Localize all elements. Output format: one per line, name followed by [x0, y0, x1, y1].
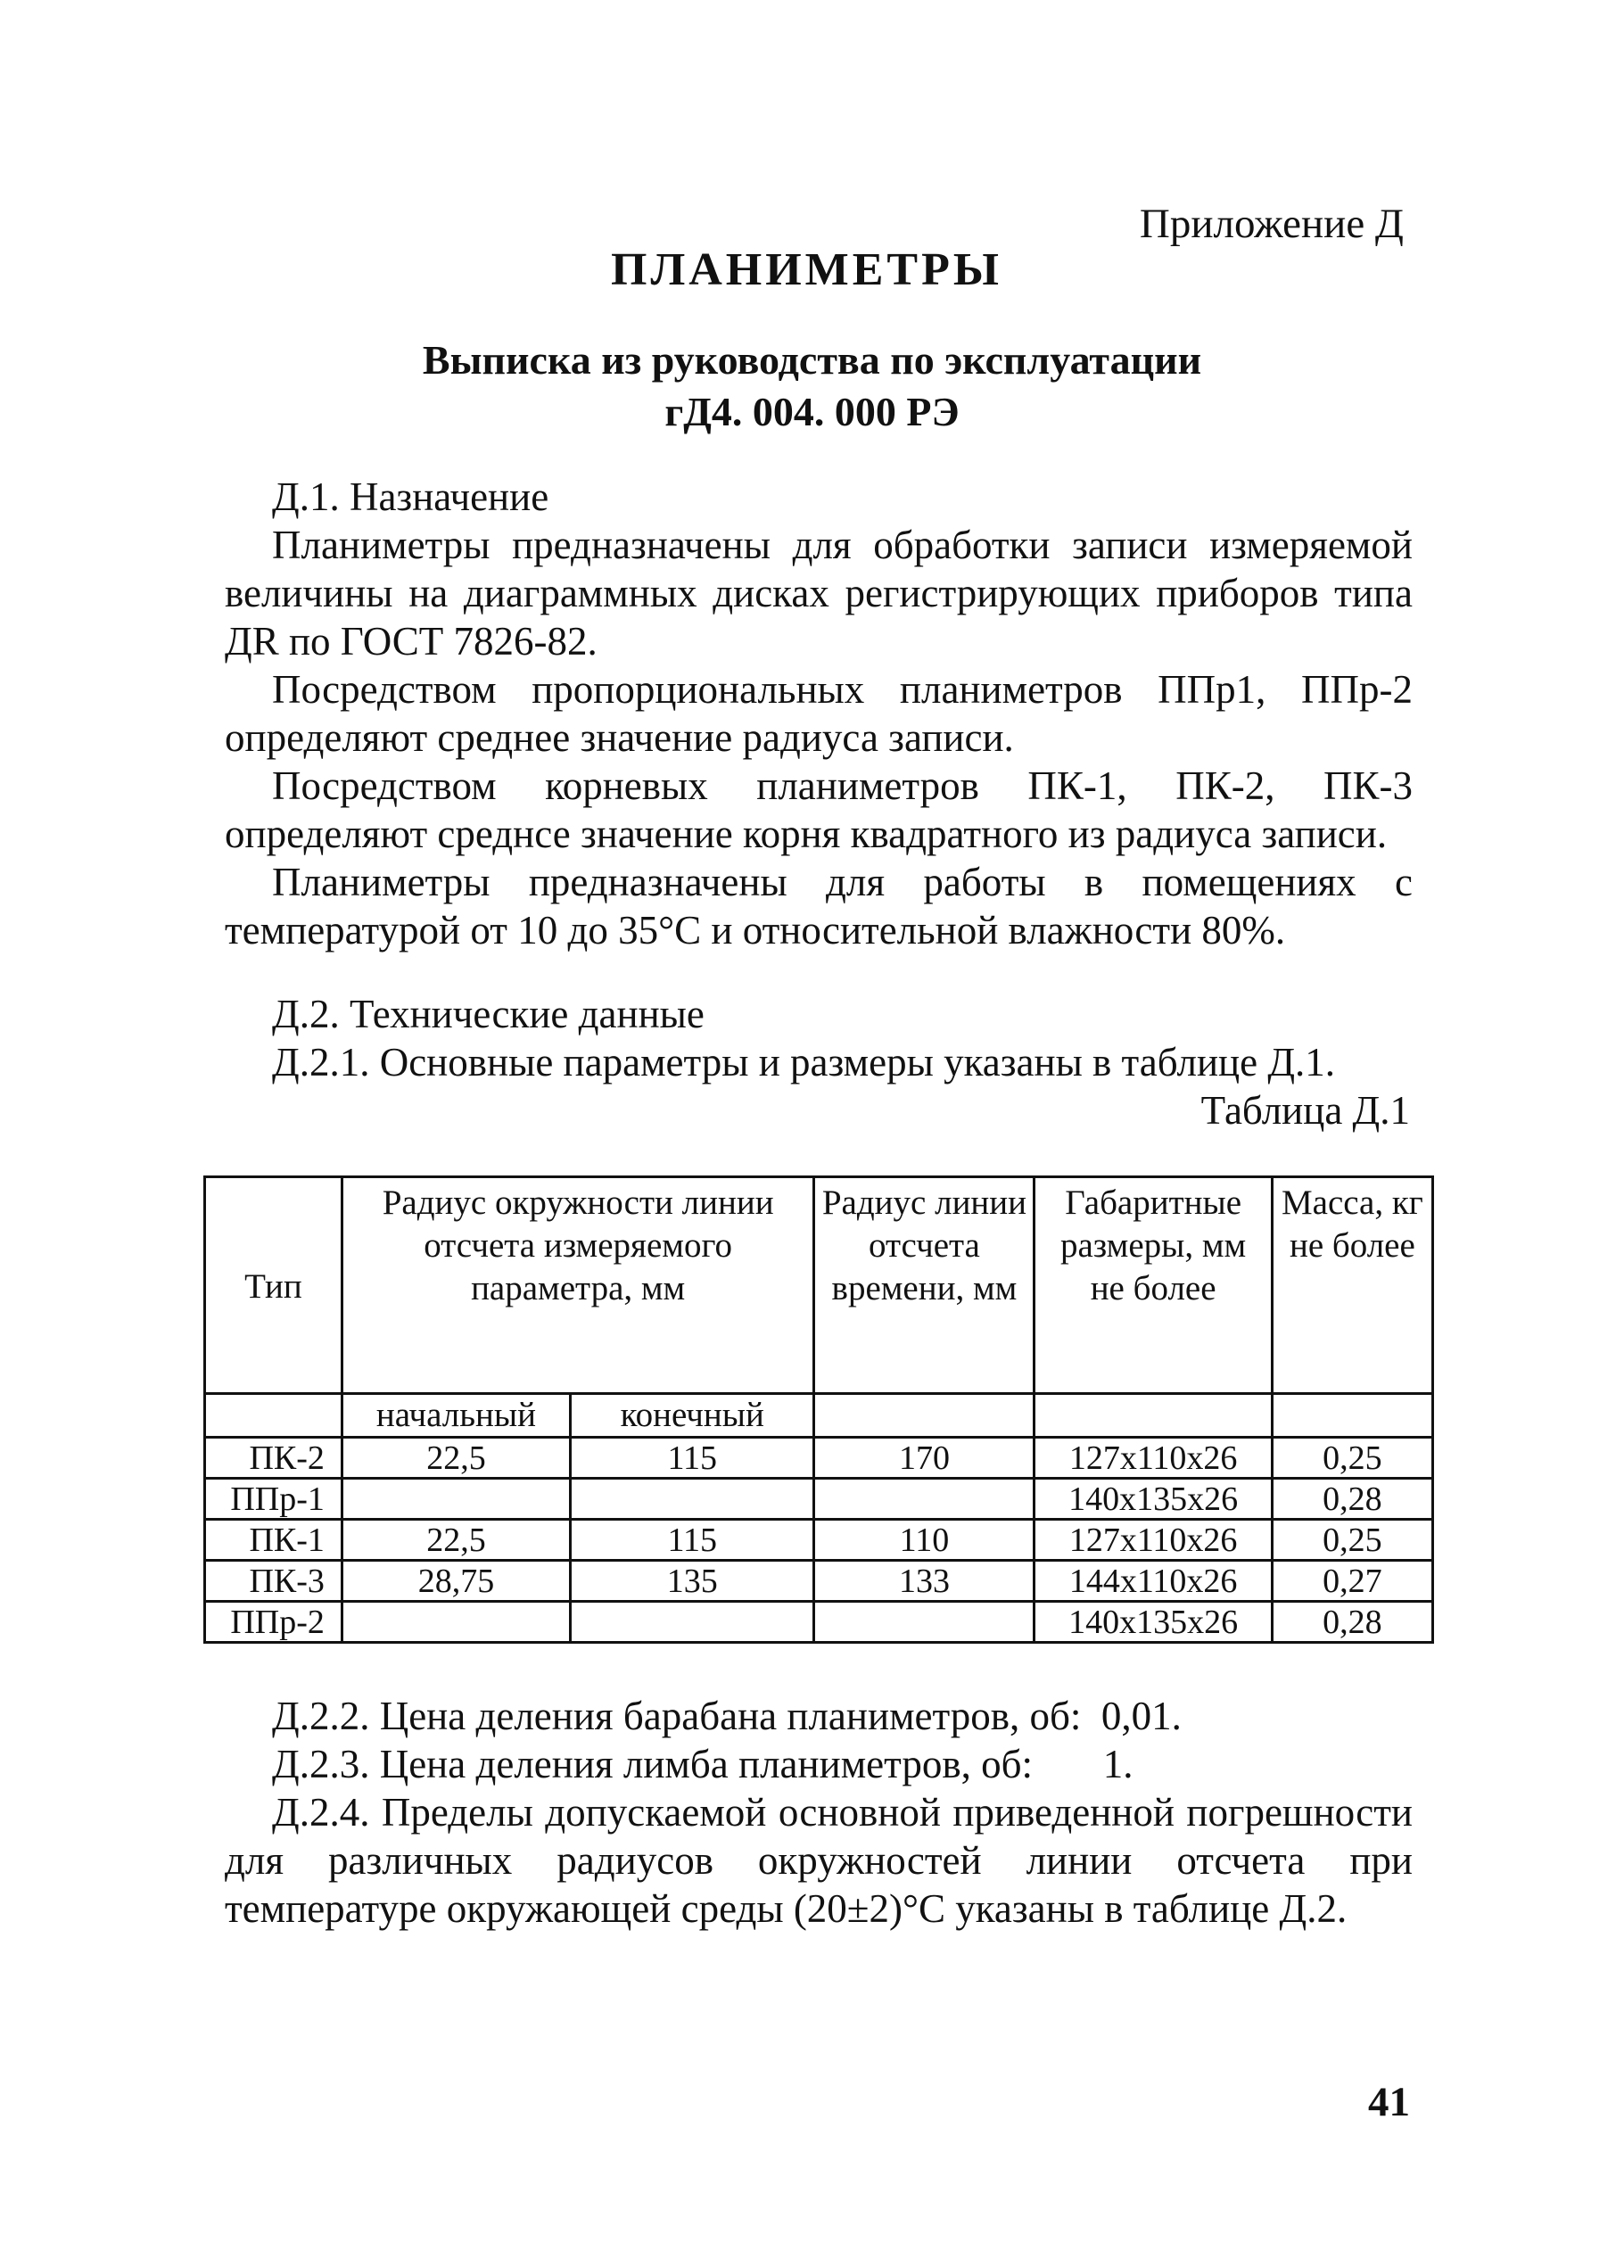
section-1-paragraph: Планиметры предназначены для работы в помещениях с температурой от 10 до 35°С и относительной влажности 80%. — [225, 860, 1413, 953]
header-empty — [814, 1394, 1035, 1438]
table-row — [205, 1602, 1433, 1643]
cell-type: ПК-1 — [205, 1520, 342, 1561]
table-caption: Таблица Д.1 — [1200, 1088, 1410, 1133]
header-type: Тип — [205, 1177, 342, 1394]
cell-time — [814, 1479, 1035, 1520]
cell-time — [814, 1602, 1035, 1643]
header-initial: начальный — [342, 1394, 570, 1438]
header-empty — [1272, 1394, 1432, 1438]
header-empty — [205, 1394, 342, 1438]
cell-final: 115 — [571, 1438, 814, 1479]
subtitle-line-2: гД4. 004. 000 РЭ — [664, 389, 960, 434]
header-final: конечный — [571, 1394, 814, 1438]
cell-type: ППр-2 — [205, 1602, 342, 1643]
cell-time: 110 — [814, 1520, 1035, 1561]
cell-dims: 144х110х26 — [1035, 1561, 1272, 1602]
cell-type: ПК-3 — [205, 1561, 342, 1602]
cell-final — [571, 1602, 814, 1643]
cell-final: 115 — [571, 1520, 814, 1561]
cell-mass: 0,28 — [1272, 1602, 1432, 1643]
cell-mass: 0,28 — [1272, 1479, 1432, 1520]
table-row — [205, 1479, 1433, 1520]
subtitle-line-1: Выписка из руководства по эксплуатации — [422, 337, 1202, 383]
cell-type: ППр-1 — [205, 1479, 342, 1520]
specs-table — [203, 1175, 1434, 1644]
section-2-heading: Д.2. Технические данные — [272, 992, 705, 1036]
cell-dims: 127х110х26 — [1035, 1520, 1272, 1561]
cell-dims: 140х135х26 — [1035, 1479, 1272, 1520]
subtitle — [0, 334, 1624, 438]
paragraph-2-2-4: Д.2.4. Пределы допускаемой основной приведенной погрешности для различных радиусов окружностей линии отсчета при температуре окружающей среды (20±2)°С указаны в таблице Д.2. — [225, 1790, 1413, 1931]
section-1 — [225, 473, 1413, 954]
cell-initial — [342, 1602, 570, 1643]
cell-initial — [342, 1479, 570, 1520]
cell-time: 170 — [814, 1438, 1035, 1479]
cell-initial: 28,75 — [342, 1561, 570, 1602]
cell-final: 135 — [571, 1561, 814, 1602]
cell-mass: 0,25 — [1272, 1438, 1432, 1479]
cell-mass: 0,27 — [1272, 1561, 1432, 1602]
section-2-continued — [225, 1692, 1413, 1933]
table-row — [205, 1438, 1433, 1479]
header-mass: Масса, кг не более — [1272, 1177, 1432, 1394]
paragraph-2-2-3: Д.2.3. Цена деления лимба планиметров, об: 1. — [272, 1742, 1134, 1786]
section-2-paragraph: Д.2.1. Основные параметры и размеры указаны в таблице Д.1. — [272, 1040, 1336, 1085]
cell-time: 133 — [814, 1561, 1035, 1602]
header-radius-param: Радиус окружности линии отсчета измеряемого параметра, мм — [342, 1177, 814, 1394]
page-title: ПЛАНИМЕТРЫ — [611, 244, 1002, 295]
table-row — [205, 1561, 1433, 1602]
paragraph-2-2-2: Д.2.2. Цена деления барабана планиметров, об: 0,01. — [272, 1694, 1182, 1738]
table-row — [205, 1520, 1433, 1561]
cell-mass: 0,25 — [1272, 1520, 1432, 1561]
cell-final — [571, 1479, 814, 1520]
section-1-heading: Д.1. Назначение — [272, 474, 549, 519]
section-2 — [225, 990, 1413, 1086]
header-radius-time: Радиус линии отсчета времени, мм — [814, 1177, 1035, 1394]
cell-dims: 127х110х26 — [1035, 1438, 1272, 1479]
cell-initial: 22,5 — [342, 1438, 570, 1479]
section-1-paragraph: Планиметры предназначены для обработки записи измеряемой величины на диаграммных дисках регистрирующих приборов типа ДR по ГОСТ 7826-82. — [225, 523, 1413, 664]
header-dimensions: Габаритные размеры, мм не более — [1035, 1177, 1272, 1394]
header-empty — [1035, 1394, 1272, 1438]
section-1-paragraph: Посредством пропорциональных планиметров ППр1, ППр-2 определяют среднее значение радиуса записи. — [225, 667, 1413, 760]
appendix-label: Приложение Д — [1139, 201, 1404, 247]
cell-initial: 22,5 — [342, 1520, 570, 1561]
section-1-paragraph: Посредством корневых планиметров ПК-1, ПК-2, ПК-3 определяют среднсе значение корня квадратного из радиуса записи. — [225, 763, 1413, 856]
cell-type: ПК-2 — [205, 1438, 342, 1479]
cell-dims: 140х135х26 — [1035, 1602, 1272, 1643]
page-number: 41 — [1368, 2079, 1410, 2125]
